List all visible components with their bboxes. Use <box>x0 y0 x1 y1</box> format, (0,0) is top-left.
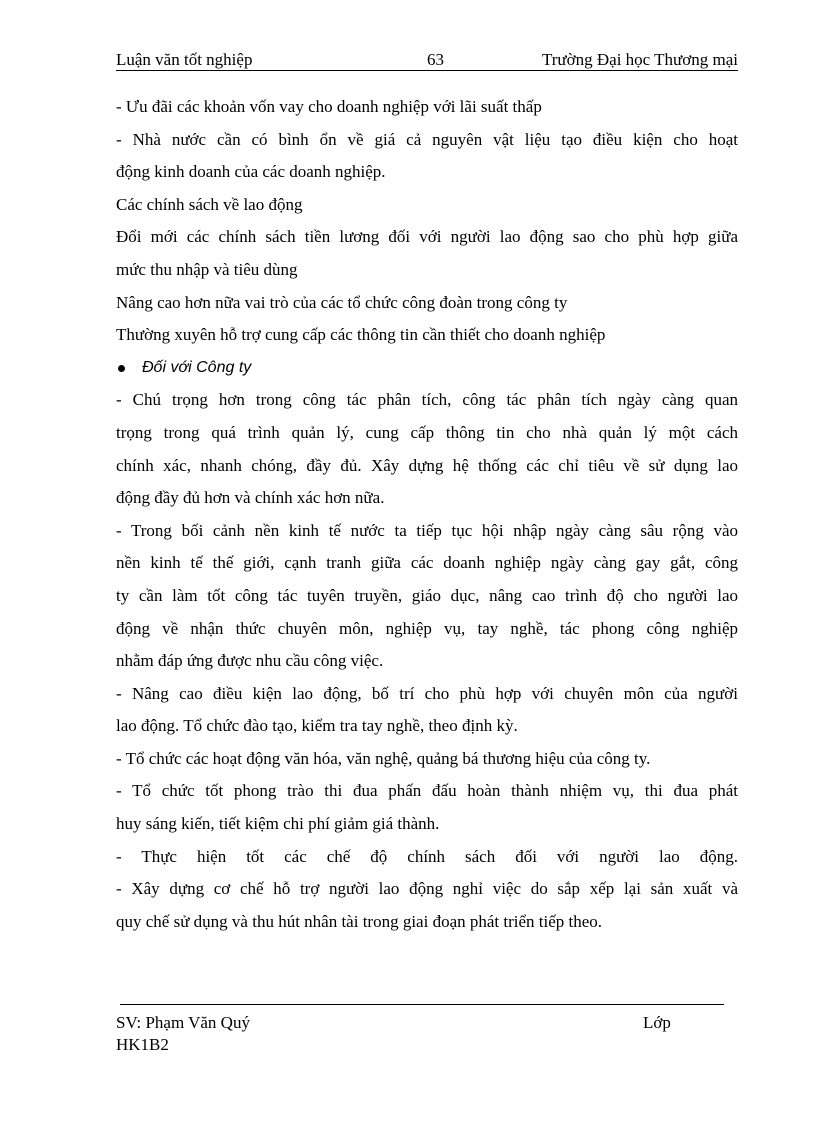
text-line: - Xây dựng cơ chế hỗ trợ người lao động nghỉ việc do sắp xếp lại sản xuất và <box>116 879 738 899</box>
header-university: Trường Đại học Thương mại <box>541 50 738 69</box>
text-line: huy sáng kiến, tiết kiệm chi phí giảm giá thành. <box>116 814 440 834</box>
text-line: - Nâng cao điều kiện lao động, bố trí cho phù hợp với chuyên môn của người <box>116 683 738 703</box>
bullet-item-company <box>116 355 738 388</box>
text-line: ty cần làm tốt công tác tuyên truyền, giáo dục, nâng cao trình độ cho người lao <box>116 585 738 605</box>
bullet-dot-icon <box>118 365 125 372</box>
text-line: mức thu nhập và tiêu dùng <box>116 259 298 279</box>
text-line: - Nhà nước cần có bình ổn về giá cả nguyên vật liệu tạo điều kiện cho hoạt <box>116 129 738 149</box>
body-text <box>116 94 738 941</box>
text-line: - Tổ chức tốt phong trào thi đua phấn đấu hoàn thành nhiệm vụ, thi đua phát <box>116 781 738 801</box>
section-heading-labor-policy: Các chính sách về lao động <box>116 194 303 214</box>
text-line: - Tổ chức các hoạt động văn hóa, văn nghệ, quảng bá thương hiệu của công ty. <box>116 748 651 768</box>
text-line: quy chế sử dụng và thu hút nhân tài trong giai đoạn phát triển tiếp theo. <box>116 911 603 931</box>
text-line: - Thực hiện tốt các chế độ chính sách đối với người lao động. <box>116 846 738 866</box>
footer-student-name: SV: Phạm Văn Quý <box>116 1013 250 1032</box>
text-line: động về nhận thức chuyên môn, nghiệp vụ, tay nghề, tác phong công nghiệp <box>116 618 738 638</box>
text-line: Đổi mới các chính sách tiền lương đối với người lao động sao cho phù hợp giữa <box>116 227 738 247</box>
footer-class-label: Lớp <box>643 1013 671 1032</box>
text-line: Thường xuyên hỗ trợ cung cấp các thông tin cần thiết cho doanh nghiệp <box>116 325 606 345</box>
text-line: - Trong bối cảnh nền kinh tế nước ta tiếp tục hội nhập ngày càng sâu rộng vào <box>116 520 738 540</box>
text-line: nhằm đáp ứng được nhu cầu công việc. <box>116 651 384 671</box>
text-line: trọng trong quá trình quản lý, cung cấp thông tin cho nhà quản lý một cách <box>116 422 738 442</box>
footer-divider <box>120 1004 724 1005</box>
text-line: - Chú trọng hơn trong công tác phân tích, công tác phân tích ngày càng quan <box>116 390 738 410</box>
page-header <box>116 48 738 71</box>
text-line: động kinh doanh của các doanh nghiệp. <box>116 162 386 182</box>
bullet-heading-company: Đối với Công ty <box>142 358 252 376</box>
text-line: động đầy đủ hơn và chính xác hơn nữa. <box>116 488 385 508</box>
header-thesis-title: Luận văn tốt nghiệp <box>116 50 253 69</box>
text-line: chính xác, nhanh chóng, đầy đủ. Xây dựng hệ thống các chỉ tiêu về sử dụng lao <box>116 455 738 475</box>
text-line: Nâng cao hơn nữa vai trò của các tổ chức công đoàn trong công ty <box>116 292 568 312</box>
text-line: lao động. Tổ chức đào tạo, kiểm tra tay nghề, theo định kỳ. <box>116 716 518 736</box>
text-line: nền kinh tế thế giới, cạnh tranh giữa các doanh nghiệp ngày càng gay gắt, công <box>116 553 738 573</box>
footer-class-value: HK1B2 <box>116 1035 169 1054</box>
header-page-number: 63 <box>427 50 444 69</box>
text-line: - Ưu đãi các khoản vốn vay cho doanh nghiệp với lãi suất thấp <box>116 97 542 116</box>
